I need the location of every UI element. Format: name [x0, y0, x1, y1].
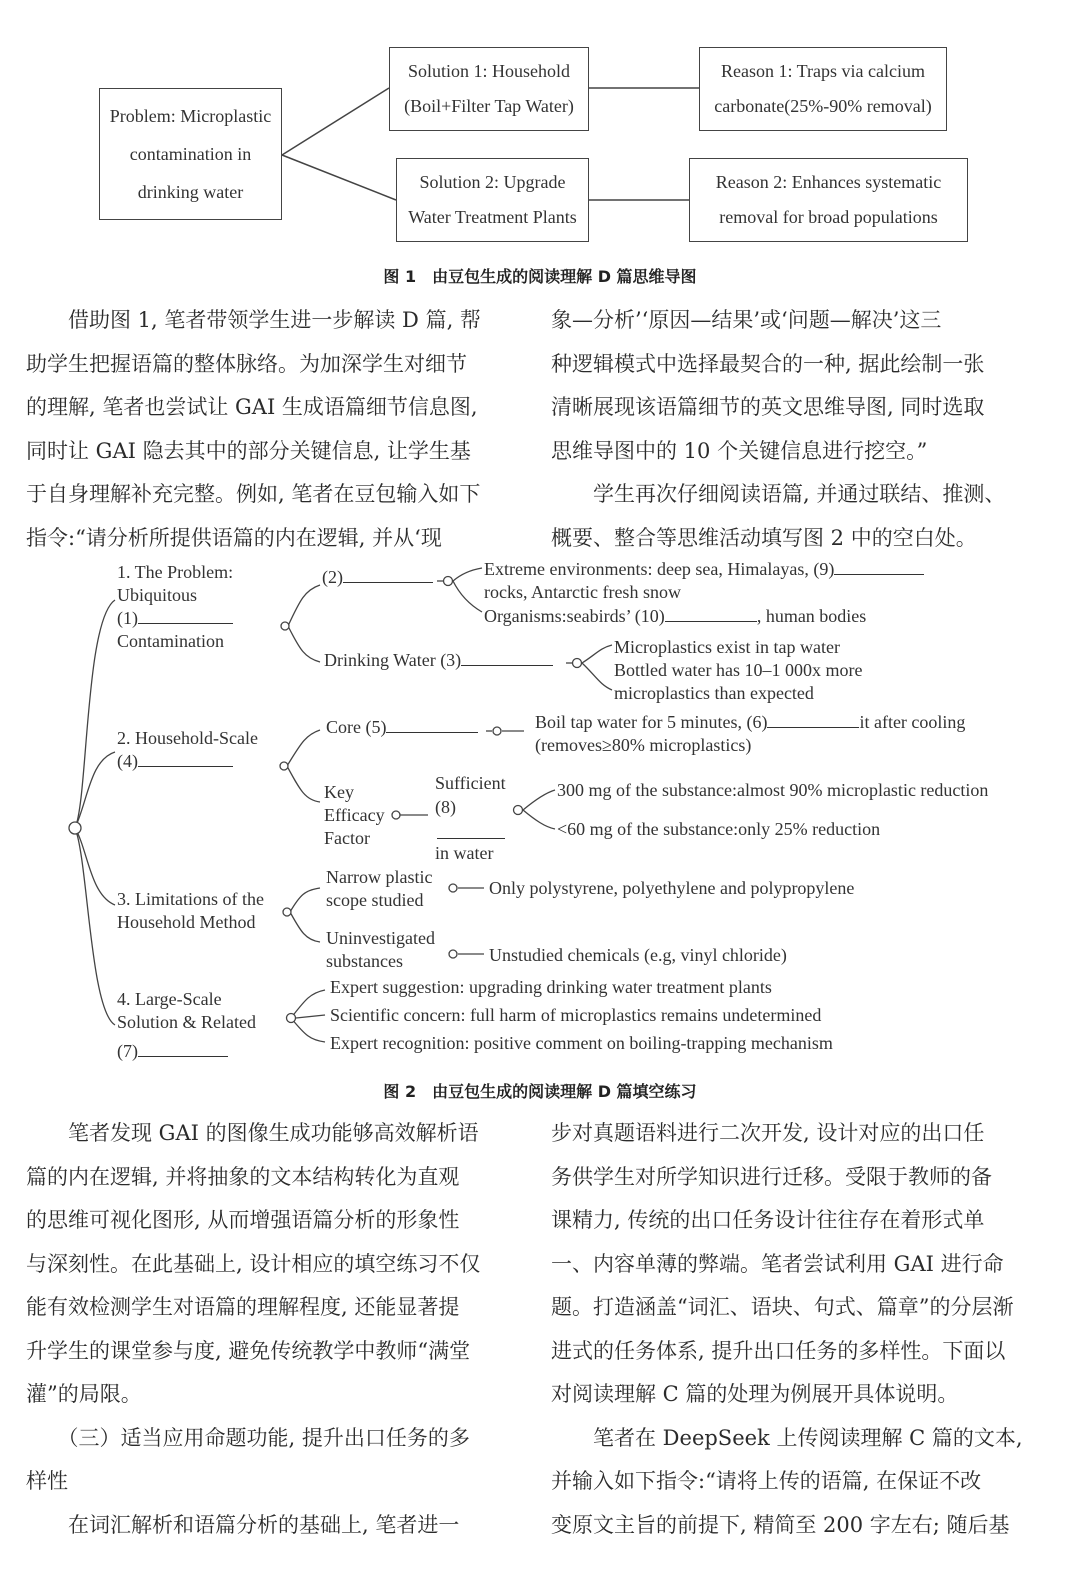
text-line: 笔者在 DeepSeek 上传阅读理解 C 篇的文本,	[593, 1425, 1023, 1450]
core-item-text: it after cooling	[859, 712, 966, 732]
blank-line	[834, 558, 924, 575]
s4-title-line: 4. Large-Scale	[117, 989, 222, 1009]
text-line: 题。打造涵盖“词汇、语块、句式、篇章”的分层渐	[551, 1295, 1014, 1319]
s4-item: Expert suggestion: upgrading drinking water treatment plants	[330, 977, 772, 997]
s4-item: Expert recognition: positive comment on boiling-trapping mechanism	[330, 1033, 833, 1053]
s4-title-line: Solution & Related	[117, 1012, 256, 1032]
fig2-caption: 图 2 由豆包生成的阅读理解 D 篇填空练习	[383, 1082, 697, 1101]
section-heading: 样性	[26, 1469, 68, 1493]
para2-right-column	[551, 1112, 1051, 1547]
b2-item-text: Organisms:seabirds’ (10)	[484, 606, 665, 626]
blank-line	[437, 838, 505, 839]
blank-line	[343, 566, 433, 583]
text-line: 种逻辑模式中选择最契合的一种, 据此绘制一张	[551, 351, 985, 376]
text-line: 概要、整合等思维活动填写图 2 中的空白处。	[551, 525, 977, 550]
s1-title-line: Ubiquitous	[117, 585, 198, 605]
fig1-solution1-line: Solution 1: Household	[407, 61, 570, 81]
b3-label	[324, 649, 553, 671]
fig1-problem-line: drinking water	[137, 181, 244, 202]
text-line: 象—分析’‘原因—结果’或‘问题—解决’这三	[551, 308, 942, 332]
blank-line	[138, 607, 233, 624]
text-line: 思维导图中的 10 个关键信息进行挖空。”	[551, 438, 928, 463]
b2-label	[322, 566, 433, 588]
text-line: 务供学生对所学知识进行迁移。受限于教师的备	[551, 1164, 992, 1189]
s3-title-line: 3. Limitations of the	[117, 889, 264, 909]
text-line: 借助图 1, 笔者带领学生进一步解读 D 篇, 帮	[68, 308, 481, 332]
text-line: 篇的内在逻辑, 并将抽象的文本结构转化为直观	[26, 1164, 460, 1189]
para2-left-column	[26, 1112, 526, 1547]
text-line: 变原文主旨的前提下, 精简至 200 字左右; 随后基	[551, 1512, 1010, 1537]
text-line: 学生再次仔细阅读语篇, 并通过联结、推测、	[593, 482, 1006, 506]
text-line: 于自身理解补充完整。例如, 笔者在豆包输入如下	[26, 482, 481, 506]
core-label	[326, 716, 478, 738]
kef-label-line: Efficacy	[324, 805, 385, 825]
text-line: 的思维可视化图形, 从而增强语篇分析的形象性	[26, 1208, 460, 1232]
section-heading: （三）适当应用命题功能, 提升出口任务的多	[57, 1425, 470, 1450]
blank-number: Core (5)	[326, 717, 387, 737]
b3-item: Bottled water has 10–1 000x more	[614, 660, 863, 680]
b3-item: microplastics than expected	[614, 683, 814, 703]
blank-line	[138, 750, 233, 767]
s1-blank-1	[117, 607, 233, 629]
fig1-problem-line: Problem: Microplastic	[109, 105, 272, 126]
fig1-solution2-line: Solution 2: Upgrade	[419, 172, 566, 192]
narrow-label-line: scope studied	[326, 890, 424, 910]
blank-line	[461, 649, 553, 666]
fig1-reason1-line: carbonate(25%-90% removal)	[714, 96, 932, 116]
uninv-item: Unstudied chemicals (e.g, vinyl chloride)	[489, 945, 787, 965]
s3-title-line: Household Method	[117, 912, 256, 932]
s1-title-line: 1. The Problem:	[117, 562, 234, 582]
text-line: 助学生把握语篇的整体脉络。为加深学生对细节	[26, 351, 467, 376]
s2-blank-4	[117, 750, 233, 772]
suff-label-line: in water	[435, 843, 494, 863]
fig1-reason2-line: removal for broad populations	[719, 207, 938, 227]
fig1-reason1-line: Reason 1: Traps via calcium	[721, 61, 925, 81]
s1-title-line: Contamination	[117, 631, 224, 651]
s4-item: Scientific concern: full harm of microplastics remains undetermined	[330, 1005, 822, 1025]
text-line: 的理解, 笔者也尝试让 GAI 生成语篇细节信息图,	[26, 395, 478, 419]
text-line: 同时让 GAI 隐去其中的部分关键信息, 让学生基	[26, 438, 471, 463]
kef-label-line: Factor	[324, 828, 370, 848]
fig1-solution1-line: (Boil+Filter Tap Water)	[404, 96, 574, 116]
blank-number: (1)	[117, 608, 138, 628]
narrow-item: Only polystyrene, polyethylene and polypropylene	[489, 878, 855, 898]
b2-item-text: Extreme environments: deep sea, Himalayas, (9)	[484, 559, 835, 579]
blank-number: (7)	[117, 1041, 138, 1061]
b2-item	[484, 605, 866, 627]
text-line: 并输入如下指令:“请将上传的语篇, 在保证不改	[551, 1469, 982, 1493]
b2-item: rocks, Antarctic fresh snow	[484, 582, 681, 602]
text-line: 在词汇解析和语篇分析的基础上, 笔者进一	[68, 1512, 460, 1537]
blank-line	[665, 605, 757, 622]
text-line: 课精力, 传统的出口任务设计往往存在着形式单	[551, 1208, 985, 1232]
uninv-label-line: substances	[326, 951, 403, 971]
s4-blank-7	[117, 1040, 228, 1062]
text-line: 能有效检测学生对语篇的理解程度, 还能显著提	[26, 1295, 460, 1319]
blank-number: (4)	[117, 751, 138, 771]
core-item	[535, 711, 965, 733]
blank-line	[767, 711, 859, 728]
text-line: 进式的任务体系, 提升出口任务的多样性。下面以	[551, 1338, 1006, 1363]
uninv-label-line: Uninvestigated	[326, 928, 435, 948]
blank-number: (2)	[322, 567, 343, 587]
text-line: 指令:“请分析所提供语篇的内在逻辑, 并从‘现	[26, 525, 442, 550]
text-line: 清晰展现该语篇细节的英文思维导图, 同时选取	[551, 395, 985, 419]
b3-item: Microplastics exist in tap water	[614, 637, 840, 657]
suff-item: 300 mg of the substance:almost 90% microplastic reduction	[557, 780, 989, 800]
text-line: 升学生的课堂参与度, 避免传统教学中教师“满堂	[26, 1338, 471, 1363]
text-line: 步对真题语料进行二次开发, 设计对应的出口任	[551, 1121, 985, 1145]
text-line: 与深刻性。在此基础上, 设计相应的填空练习不仅	[26, 1251, 481, 1276]
suff-label-line: Sufficient	[435, 773, 506, 793]
narrow-label-line: Narrow plastic	[326, 867, 433, 887]
core-item-text: Boil tap water for 5 minutes, (6)	[535, 712, 768, 732]
s2-title-line: 2. Household-Scale	[117, 728, 258, 748]
text-line: 对阅读理解 C 篇的处理为例展开具体说明。	[551, 1382, 959, 1406]
kef-label-line: Key	[324, 782, 354, 802]
fig1-caption: 图 1 由豆包生成的阅读理解 D 篇思维导图	[383, 267, 697, 286]
b2-item-text: , human bodies	[756, 606, 867, 626]
suff-label-line: (8)	[435, 797, 456, 817]
fig1-reason2-line: Reason 2: Enhances systematic	[715, 172, 942, 192]
suff-item: <60 mg of the substance:only 25% reduction	[557, 819, 881, 839]
fig1-solution2-line: Water Treatment Plants	[408, 207, 577, 227]
text-line: 一、内容单薄的弊端。笔者尝试利用 GAI 进行命	[551, 1251, 1004, 1276]
blank-number: Drinking Water (3)	[324, 650, 462, 670]
text-line: 笔者发现 GAI 的图像生成功能够高效解析语	[68, 1121, 479, 1145]
blank-line	[386, 716, 478, 733]
blank-line	[138, 1040, 228, 1057]
core-item: (removes≥80% microplastics)	[535, 735, 752, 755]
fig1-problem-line: contamination in	[129, 143, 252, 164]
text-line: 灌”的局限。	[26, 1382, 142, 1406]
b2-item	[484, 558, 924, 580]
